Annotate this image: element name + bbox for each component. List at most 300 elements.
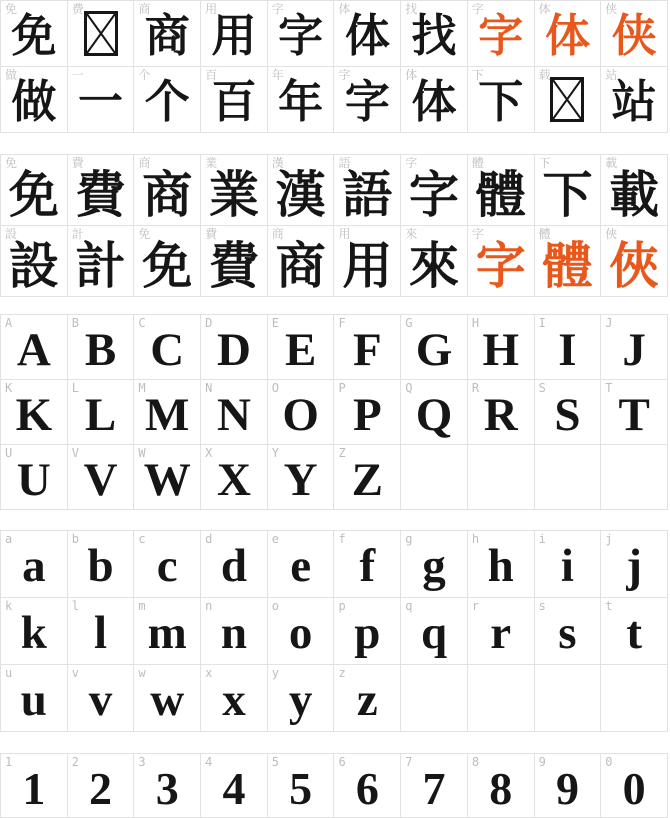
glyph-reference-label: Y bbox=[271, 446, 280, 460]
glyph-preview: J bbox=[622, 324, 646, 376]
glyph-cell bbox=[268, 155, 335, 226]
glyph-preview: A bbox=[16, 324, 51, 376]
glyph-cell bbox=[68, 1, 135, 67]
glyph-cell bbox=[601, 598, 668, 665]
glyph-preview: Y bbox=[283, 454, 318, 506]
glyph-cell bbox=[1, 754, 68, 818]
glyph-cell bbox=[334, 531, 401, 598]
glyph-cell bbox=[268, 445, 335, 510]
phrase-traditional-grid bbox=[0, 154, 668, 297]
glyph-preview: w bbox=[150, 674, 185, 726]
glyph-preview: n bbox=[220, 607, 248, 659]
glyph-cell bbox=[401, 67, 468, 133]
glyph-reference-label: l bbox=[71, 599, 79, 613]
glyph-cell bbox=[334, 155, 401, 226]
glyph-preview: 个 bbox=[144, 76, 190, 127]
glyph-cell bbox=[268, 754, 335, 818]
missing-glyph-tofu-icon bbox=[84, 11, 118, 56]
empty-cell bbox=[535, 445, 602, 510]
glyph-cell bbox=[401, 380, 468, 445]
glyph-reference-label: P bbox=[338, 381, 346, 395]
glyph-preview: M bbox=[145, 389, 190, 441]
phrase-simplified-grid bbox=[0, 0, 668, 133]
glyph-preview: 下 bbox=[478, 76, 524, 127]
empty-cell bbox=[535, 665, 602, 732]
glyph-reference-label: 下 bbox=[538, 156, 551, 170]
glyph-reference-label: 商 bbox=[138, 2, 151, 16]
glyph-cell bbox=[268, 598, 335, 665]
glyph-cell bbox=[201, 531, 268, 598]
glyph-cell bbox=[1, 598, 68, 665]
glyph-reference-label: a bbox=[5, 532, 13, 546]
glyph-preview: 商 bbox=[142, 166, 193, 223]
glyph-reference-label: 免 bbox=[5, 156, 18, 170]
glyph-preview: G bbox=[415, 324, 453, 376]
glyph-preview: u bbox=[20, 674, 47, 726]
glyph-cell bbox=[68, 380, 135, 445]
glyph-preview: 9 bbox=[555, 763, 579, 814]
empty-cell bbox=[601, 445, 668, 510]
glyph-reference-label: 做 bbox=[5, 68, 18, 82]
glyph-reference-label: 个 bbox=[138, 68, 151, 82]
glyph-preview: 做 bbox=[11, 76, 57, 127]
glyph-cell bbox=[601, 531, 668, 598]
glyph-cell bbox=[68, 445, 135, 510]
glyph-cell bbox=[535, 380, 602, 445]
glyph-cell bbox=[201, 665, 268, 732]
glyph-reference-label: j bbox=[605, 532, 613, 546]
glyph-preview: W bbox=[143, 454, 191, 506]
glyph-preview: L bbox=[84, 389, 117, 441]
glyph-preview: l bbox=[94, 607, 108, 659]
glyph-preview: 体 bbox=[411, 76, 457, 127]
glyph-cell bbox=[268, 380, 335, 445]
glyph-preview: 計 bbox=[75, 237, 126, 294]
glyph-reference-label: Z bbox=[338, 446, 346, 460]
glyph-reference-label: v bbox=[71, 666, 79, 680]
glyph-preview: 體 bbox=[475, 166, 526, 223]
glyph-preview: O bbox=[282, 389, 319, 441]
glyph-preview: H bbox=[482, 324, 520, 376]
glyph-cell bbox=[334, 598, 401, 665]
glyph-cell bbox=[535, 754, 602, 818]
glyph-cell bbox=[401, 315, 468, 380]
glyph-reference-label: m bbox=[138, 599, 146, 613]
glyph-reference-label: A bbox=[5, 316, 13, 330]
glyph-reference-label: C bbox=[138, 316, 146, 330]
glyph-reference-label: 載 bbox=[605, 156, 618, 170]
glyph-reference-label: 8 bbox=[471, 755, 480, 769]
glyph-preview: 年 bbox=[278, 76, 324, 127]
glyph-preview: E bbox=[284, 324, 317, 376]
missing-glyph-tofu-icon bbox=[550, 77, 584, 122]
glyph-reference-label: G bbox=[405, 316, 413, 330]
glyph-preview: T bbox=[618, 389, 650, 441]
glyph-cell bbox=[268, 665, 335, 732]
glyph-reference-label: 1 bbox=[5, 755, 13, 769]
glyph-preview: g bbox=[422, 540, 446, 592]
glyph-preview: 語 bbox=[342, 166, 393, 223]
glyph-preview: 3 bbox=[155, 763, 179, 814]
glyph-reference-label: 一 bbox=[71, 68, 84, 82]
glyph-cell bbox=[201, 67, 268, 133]
glyph-cell bbox=[535, 315, 602, 380]
glyph-reference-label: e bbox=[271, 532, 280, 546]
glyph-preview: 字 bbox=[478, 10, 524, 61]
glyph-reference-label: 站 bbox=[605, 68, 618, 82]
glyph-reference-label: 字 bbox=[471, 2, 484, 16]
glyph-preview: o bbox=[288, 607, 313, 659]
glyph-preview: 免 bbox=[11, 10, 57, 61]
glyph-cell bbox=[468, 315, 535, 380]
glyph-cell bbox=[401, 754, 468, 818]
glyph-cell bbox=[535, 67, 602, 133]
glyph-preview: 4 bbox=[222, 763, 246, 814]
glyph-reference-label: 载 bbox=[538, 68, 551, 82]
glyph-reference-label: D bbox=[205, 316, 213, 330]
glyph-reference-label: r bbox=[471, 599, 480, 613]
glyph-preview: h bbox=[487, 540, 514, 592]
glyph-reference-label: k bbox=[5, 599, 13, 613]
glyph-cell bbox=[334, 67, 401, 133]
glyph-cell bbox=[68, 315, 135, 380]
empty-cell bbox=[401, 665, 468, 732]
glyph-preview: B bbox=[84, 324, 117, 376]
glyph-preview: x bbox=[222, 674, 246, 726]
glyph-reference-label: g bbox=[405, 532, 413, 546]
glyph-reference-label: 9 bbox=[538, 755, 546, 769]
glyph-preview: y bbox=[288, 674, 313, 726]
glyph-cell bbox=[68, 155, 135, 226]
glyph-reference-label: t bbox=[605, 599, 613, 613]
glyph-reference-label: K bbox=[5, 381, 13, 395]
glyph-cell bbox=[134, 67, 201, 133]
glyph-preview: m bbox=[147, 607, 187, 659]
glyph-reference-label: s bbox=[538, 599, 546, 613]
glyph-reference-label: 费 bbox=[71, 2, 84, 16]
glyph-reference-label: 俠 bbox=[605, 227, 618, 241]
glyph-preview: 2 bbox=[89, 763, 113, 814]
glyph-cell bbox=[334, 315, 401, 380]
empty-cell bbox=[601, 665, 668, 732]
glyph-cell bbox=[535, 531, 602, 598]
glyph-preview: C bbox=[150, 324, 185, 376]
empty-cell bbox=[401, 445, 468, 510]
glyph-reference-label: 商 bbox=[138, 156, 151, 170]
glyph-cell bbox=[334, 226, 401, 297]
glyph-reference-label: 字 bbox=[338, 68, 351, 82]
glyph-cell bbox=[601, 155, 668, 226]
glyph-reference-label: M bbox=[138, 381, 146, 395]
glyph-reference-label: F bbox=[338, 316, 346, 330]
glyph-cell bbox=[268, 67, 335, 133]
glyph-cell bbox=[1, 445, 68, 510]
glyph-cell bbox=[134, 665, 201, 732]
glyph-reference-label: S bbox=[538, 381, 546, 395]
glyph-preview: 7 bbox=[422, 763, 446, 814]
glyph-cell bbox=[201, 155, 268, 226]
glyph-preview: P bbox=[352, 389, 382, 441]
glyph-reference-label: J bbox=[605, 316, 613, 330]
glyph-preview: k bbox=[20, 607, 47, 659]
glyph-cell bbox=[468, 754, 535, 818]
glyph-reference-label: n bbox=[205, 599, 213, 613]
glyph-reference-label: z bbox=[338, 666, 346, 680]
glyph-cell bbox=[201, 754, 268, 818]
glyph-cell bbox=[334, 380, 401, 445]
glyph-cell bbox=[134, 155, 201, 226]
glyph-reference-label: u bbox=[5, 666, 13, 680]
glyph-reference-label: 下 bbox=[471, 68, 484, 82]
glyph-reference-label: p bbox=[338, 599, 346, 613]
glyph-reference-label: 5 bbox=[271, 755, 280, 769]
glyph-reference-label: 設 bbox=[5, 227, 18, 241]
glyph-reference-label: 4 bbox=[205, 755, 213, 769]
glyph-reference-label: 免 bbox=[5, 2, 18, 16]
glyph-reference-label: X bbox=[205, 446, 213, 460]
glyph-cell bbox=[201, 598, 268, 665]
glyph-reference-label: T bbox=[605, 381, 613, 395]
uppercase-letters-grid bbox=[0, 314, 668, 510]
glyph-reference-label: 2 bbox=[71, 755, 79, 769]
glyph-preview: t bbox=[626, 607, 642, 659]
glyph-reference-label: 商 bbox=[271, 227, 284, 241]
glyph-cell bbox=[1, 226, 68, 297]
glyph-cell bbox=[468, 155, 535, 226]
glyph-reference-label: 語 bbox=[338, 156, 351, 170]
glyph-cell bbox=[1, 665, 68, 732]
glyph-cell bbox=[601, 226, 668, 297]
glyph-preview: 字 bbox=[344, 76, 390, 127]
glyph-reference-label: 費 bbox=[205, 227, 218, 241]
glyph-cell bbox=[535, 1, 602, 67]
glyph-cell bbox=[268, 1, 335, 67]
glyph-preview: 侠 bbox=[611, 10, 657, 61]
glyph-cell bbox=[1, 531, 68, 598]
glyph-preview: 字 bbox=[278, 10, 324, 61]
glyph-cell bbox=[334, 665, 401, 732]
glyph-reference-label: 用 bbox=[338, 227, 351, 241]
glyph-reference-label: W bbox=[138, 446, 146, 460]
glyph-cell bbox=[334, 1, 401, 67]
lowercase-letters-grid bbox=[0, 530, 668, 732]
glyph-reference-label: x bbox=[205, 666, 213, 680]
empty-cell bbox=[468, 665, 535, 732]
glyph-cell bbox=[68, 665, 135, 732]
glyph-cell bbox=[334, 445, 401, 510]
glyph-preview: F bbox=[352, 324, 382, 376]
glyph-cell bbox=[268, 315, 335, 380]
glyph-preview: z bbox=[356, 674, 378, 726]
glyph-reference-label: E bbox=[271, 316, 280, 330]
glyph-cell bbox=[201, 380, 268, 445]
glyph-preview: N bbox=[216, 389, 251, 441]
glyph-preview: 商 bbox=[144, 10, 190, 61]
glyph-preview: f bbox=[359, 540, 376, 592]
glyph-reference-label: V bbox=[71, 446, 79, 460]
glyph-preview: 0 bbox=[622, 763, 646, 814]
glyph-preview: 來 bbox=[409, 237, 460, 294]
glyph-reference-label: 年 bbox=[271, 68, 284, 82]
glyph-cell bbox=[1, 380, 68, 445]
glyph-reference-label: 漢 bbox=[271, 156, 284, 170]
glyph-preview: p bbox=[354, 607, 381, 659]
glyph-reference-label: d bbox=[205, 532, 213, 546]
glyph-cell bbox=[134, 315, 201, 380]
glyph-reference-label: c bbox=[138, 532, 146, 546]
glyph-cell bbox=[401, 226, 468, 297]
glyph-preview: 8 bbox=[489, 763, 513, 814]
glyph-reference-label: R bbox=[471, 381, 480, 395]
glyph-preview: 6 bbox=[355, 763, 379, 814]
glyph-reference-label: q bbox=[405, 599, 413, 613]
glyph-preview: b bbox=[87, 540, 114, 592]
glyph-cell bbox=[601, 315, 668, 380]
glyph-preview: i bbox=[560, 540, 574, 592]
glyph-cell bbox=[68, 754, 135, 818]
glyph-preview: 体 bbox=[344, 10, 390, 61]
glyph-preview: U bbox=[16, 454, 51, 506]
glyph-cell bbox=[535, 155, 602, 226]
glyph-cell bbox=[1, 67, 68, 133]
glyph-cell bbox=[468, 380, 535, 445]
glyph-reference-label: 体 bbox=[338, 2, 351, 16]
glyph-cell bbox=[68, 531, 135, 598]
glyph-reference-label: H bbox=[471, 316, 480, 330]
glyph-cell bbox=[134, 598, 201, 665]
glyph-reference-label: N bbox=[205, 381, 213, 395]
glyph-cell bbox=[401, 531, 468, 598]
glyph-preview: 字 bbox=[475, 237, 526, 294]
glyph-reference-label: 字 bbox=[405, 156, 418, 170]
glyph-reference-label: 字 bbox=[271, 2, 284, 16]
glyph-reference-label: i bbox=[538, 532, 546, 546]
glyph-cell bbox=[1, 315, 68, 380]
glyph-preview: 1 bbox=[22, 763, 46, 814]
glyph-preview: K bbox=[15, 389, 53, 441]
glyph-reference-label: 用 bbox=[205, 2, 218, 16]
glyph-reference-label: 體 bbox=[538, 227, 551, 241]
glyph-reference-label: O bbox=[271, 381, 280, 395]
glyph-preview: 字 bbox=[409, 166, 460, 223]
glyph-cell bbox=[201, 445, 268, 510]
glyph-cell bbox=[601, 380, 668, 445]
glyph-cell bbox=[401, 598, 468, 665]
glyph-reference-label: 來 bbox=[405, 227, 418, 241]
glyph-reference-label: U bbox=[5, 446, 13, 460]
glyph-preview: 百 bbox=[211, 76, 257, 127]
glyph-preview: e bbox=[290, 540, 312, 592]
glyph-reference-label: 侠 bbox=[605, 2, 618, 16]
glyph-cell bbox=[1, 1, 68, 67]
glyph-cell bbox=[468, 531, 535, 598]
glyph-preview: 體 bbox=[542, 237, 593, 294]
glyph-cell bbox=[468, 67, 535, 133]
glyph-preview: 下 bbox=[542, 166, 593, 223]
glyph-preview: r bbox=[490, 607, 512, 659]
glyph-preview: 找 bbox=[411, 10, 457, 61]
glyph-cell bbox=[201, 226, 268, 297]
glyph-preview: 站 bbox=[611, 76, 657, 127]
glyph-reference-label: 字 bbox=[471, 227, 484, 241]
glyph-reference-label: 業 bbox=[205, 156, 218, 170]
glyph-reference-label: o bbox=[271, 599, 280, 613]
glyph-cell bbox=[68, 67, 135, 133]
glyph-reference-label: f bbox=[338, 532, 346, 546]
glyph-cell bbox=[601, 754, 668, 818]
glyph-reference-label: Q bbox=[405, 381, 413, 395]
glyph-reference-label: y bbox=[271, 666, 280, 680]
glyph-cell bbox=[134, 226, 201, 297]
glyph-preview: 免 bbox=[8, 166, 59, 223]
glyph-preview: 費 bbox=[75, 166, 126, 223]
glyph-reference-label: 体 bbox=[538, 2, 551, 16]
glyph-preview: R bbox=[483, 389, 518, 441]
glyph-cell bbox=[134, 1, 201, 67]
glyph-preview: S bbox=[554, 389, 581, 441]
glyph-preview: v bbox=[88, 674, 113, 726]
glyph-preview: s bbox=[558, 607, 577, 659]
glyph-reference-label: 体 bbox=[405, 68, 418, 82]
glyph-preview: c bbox=[156, 540, 178, 592]
glyph-preview: 業 bbox=[208, 166, 259, 223]
glyph-cell bbox=[468, 226, 535, 297]
glyph-reference-label: 體 bbox=[471, 156, 484, 170]
glyph-reference-label: h bbox=[471, 532, 480, 546]
glyph-preview: D bbox=[216, 324, 251, 376]
glyph-reference-label: 免 bbox=[138, 227, 151, 241]
glyph-cell bbox=[68, 598, 135, 665]
glyph-cell bbox=[134, 445, 201, 510]
glyph-preview: 用 bbox=[342, 237, 393, 294]
glyph-preview: 設 bbox=[8, 237, 59, 294]
glyph-reference-label: I bbox=[538, 316, 546, 330]
glyph-cell bbox=[535, 226, 602, 297]
empty-cell bbox=[468, 445, 535, 510]
glyph-preview: a bbox=[22, 540, 46, 592]
glyph-preview: 免 bbox=[142, 237, 193, 294]
glyph-preview: Z bbox=[351, 454, 384, 506]
glyph-preview: 5 bbox=[289, 763, 313, 814]
glyph-preview: 用 bbox=[211, 10, 257, 61]
glyph-cell bbox=[468, 598, 535, 665]
glyph-reference-label: L bbox=[71, 381, 79, 395]
glyph-cell bbox=[134, 754, 201, 818]
glyph-cell bbox=[268, 531, 335, 598]
glyph-cell bbox=[401, 1, 468, 67]
glyph-cell bbox=[1, 155, 68, 226]
glyph-preview: 一 bbox=[78, 76, 124, 127]
glyph-preview: X bbox=[216, 454, 251, 506]
glyph-preview: d bbox=[220, 540, 248, 592]
glyph-reference-label: 0 bbox=[605, 755, 613, 769]
glyph-reference-label: w bbox=[138, 666, 146, 680]
glyph-cell bbox=[134, 531, 201, 598]
glyph-reference-label: 3 bbox=[138, 755, 146, 769]
glyph-cell bbox=[601, 67, 668, 133]
glyph-preview: Q bbox=[415, 389, 453, 441]
glyph-cell bbox=[401, 155, 468, 226]
glyph-cell bbox=[535, 598, 602, 665]
glyph-cell bbox=[134, 380, 201, 445]
glyph-reference-label: 7 bbox=[405, 755, 413, 769]
glyph-reference-label: 6 bbox=[338, 755, 346, 769]
glyph-reference-label: 費 bbox=[71, 156, 84, 170]
glyph-preview: q bbox=[420, 607, 448, 659]
glyph-cell bbox=[468, 1, 535, 67]
glyph-reference-label: b bbox=[71, 532, 79, 546]
glyph-preview: V bbox=[83, 454, 118, 506]
